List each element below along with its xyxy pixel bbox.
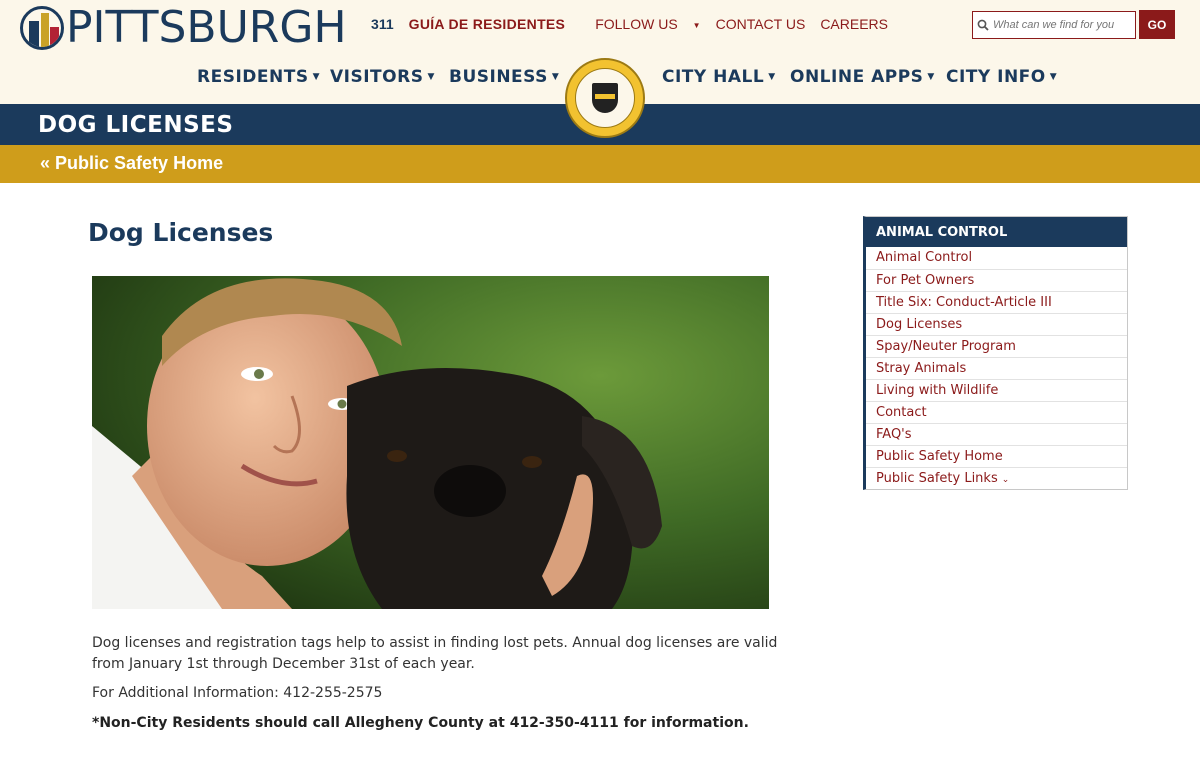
pittsburgh-logo[interactable] bbox=[20, 2, 347, 53]
sidebar-item-public-safety-links[interactable]: Public Safety Links ⌄ bbox=[866, 467, 1127, 489]
sidebar-item-title-six[interactable]: Title Six: Conduct-Article III bbox=[866, 291, 1127, 313]
sidebar-item-spay-neuter[interactable]: Spay/Neuter Program bbox=[866, 335, 1127, 357]
sidebar-item-living-with-wildlife[interactable]: Living with Wildlife bbox=[866, 379, 1127, 401]
skyline-logo-icon bbox=[20, 6, 64, 50]
caret-down-icon: ▼ bbox=[312, 72, 320, 82]
sidebar-item-animal-control[interactable]: Animal Control bbox=[876, 250, 973, 265]
intro-paragraph: Dog licenses and registration tags help to assist in finding lost pets. Annual dog licenses are valid from January 1st through December 31st of each year. bbox=[92, 635, 778, 672]
sidebar-item-public-safety-home[interactable]: Public Safety Home bbox=[866, 445, 1127, 467]
link-careers[interactable]: CAREERS bbox=[820, 16, 888, 32]
sidebar-item-faqs[interactable]: FAQ's bbox=[866, 423, 1127, 445]
section-title: DOG LICENSES bbox=[38, 112, 234, 138]
caret-down-icon: ▼ bbox=[551, 72, 560, 82]
sidebar-item-for-pet-owners[interactable]: For Pet Owners bbox=[866, 269, 1127, 291]
nav-online-apps[interactable]: ONLINE APPS ▼ bbox=[790, 67, 935, 87]
utility-links bbox=[356, 16, 888, 32]
sidebar-animal-control bbox=[863, 216, 1128, 490]
search-box bbox=[972, 11, 1136, 39]
double-chevron-left-icon: « bbox=[40, 153, 51, 173]
link-follow-us[interactable]: FOLLOW US ▼ bbox=[595, 16, 701, 32]
chevron-down-icon: ⌄ bbox=[1001, 475, 1010, 485]
caret-down-icon: ▼ bbox=[1049, 72, 1058, 82]
nav-visitors[interactable]: VISITORS ▼ bbox=[330, 67, 435, 87]
additional-info-phone: For Additional Information: 412-255-2575 bbox=[92, 685, 383, 701]
nav-residents[interactable]: RESIDENTS ▼ bbox=[197, 67, 320, 87]
logo-text: PITTSBURGH bbox=[66, 2, 347, 53]
hero-image-man-with-dog bbox=[92, 276, 769, 609]
caret-down-icon: ▼ bbox=[927, 72, 935, 82]
non-city-residents-note: *Non-City Residents should call Allegheny County at 412-350-4111 for information. bbox=[92, 715, 749, 731]
caret-down-icon: ▼ bbox=[427, 72, 435, 82]
sidebar-heading: ANIMAL CONTROL bbox=[866, 217, 1127, 247]
breadcrumb-public-safety-home[interactable]: « Public Safety Home bbox=[40, 153, 224, 173]
nav-city-hall[interactable]: CITY HALL ▼ bbox=[662, 67, 776, 87]
nav-business[interactable]: BUSINESS ▼ bbox=[449, 67, 560, 87]
sidebar-item-dog-licenses[interactable]: Dog Licenses bbox=[866, 313, 1127, 335]
breadcrumb bbox=[0, 145, 1200, 183]
search-input[interactable] bbox=[993, 19, 1131, 31]
city-seal-icon[interactable] bbox=[565, 58, 645, 138]
search-go-button[interactable]: GO bbox=[1139, 10, 1175, 39]
search-icon bbox=[973, 19, 993, 31]
caret-down-icon: ▼ bbox=[768, 72, 776, 82]
sidebar-item-contact[interactable]: Contact bbox=[866, 401, 1127, 423]
sidebar-item-stray-animals[interactable]: Stray Animals bbox=[866, 357, 1127, 379]
link-contact-us[interactable]: CONTACT US bbox=[715, 16, 806, 32]
link-311[interactable]: 311 bbox=[371, 16, 394, 32]
caret-down-icon: ▼ bbox=[692, 20, 701, 30]
nav-city-info[interactable]: CITY INFO ▼ bbox=[946, 67, 1058, 87]
link-guia-de-residentes[interactable]: GUÍA DE RESIDENTES bbox=[408, 16, 566, 32]
page-title: Dog Licenses bbox=[88, 218, 274, 247]
